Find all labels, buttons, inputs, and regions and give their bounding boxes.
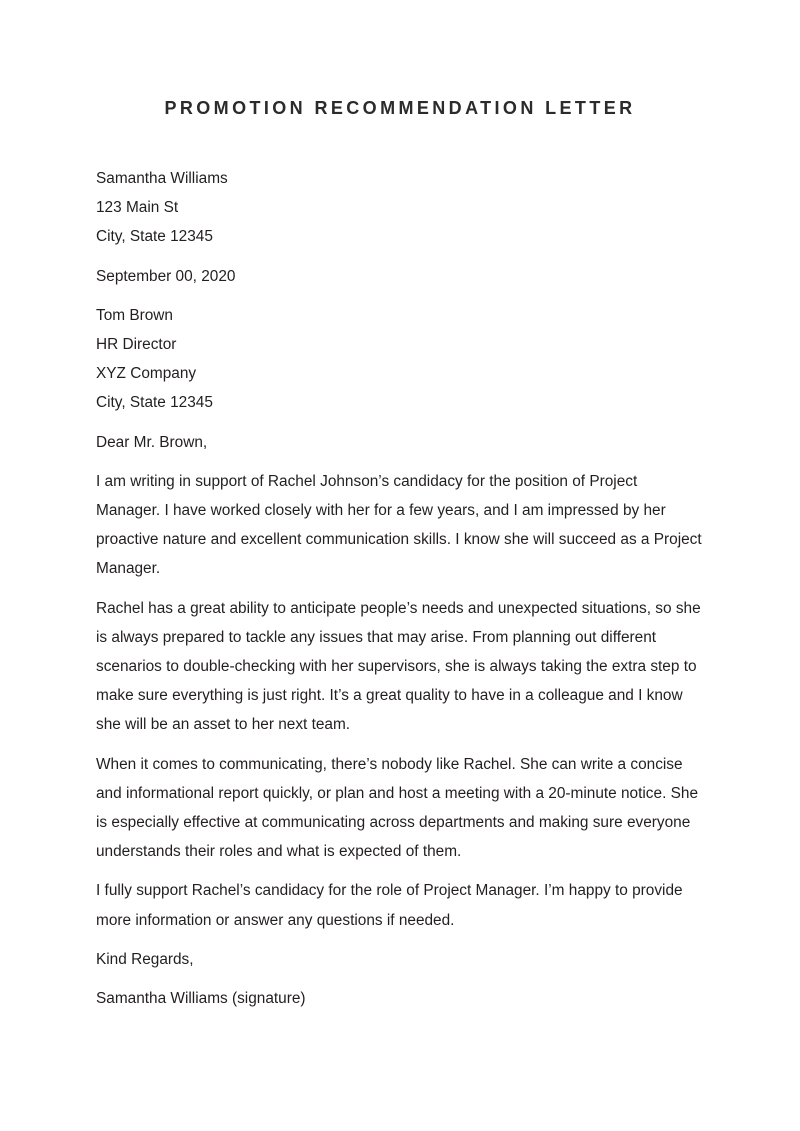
signature-line: Samantha Williams (signature) <box>96 990 306 1008</box>
sender-street: 123 Main St <box>96 199 179 217</box>
recipient-job-title: HR Director <box>96 336 177 354</box>
body-paragraph-3: When it comes to communicating, there’s nobody like Rachel. She can write a concise and informational report quickly, or plan and host a meeting with a 20-minute notice. She is especially effective at communicating across departments and making sure everyone understands their roles and what is expected of them. <box>96 755 699 861</box>
sender-name: Samantha Williams <box>96 170 228 187</box>
body-paragraph-4: I fully support Rachel’s candidacy for the role of Project Manager. I’m happy to provide more information or answer any questions if needed. <box>96 882 683 929</box>
closing-salutation: Kind Regards, <box>96 950 194 968</box>
recipient-name: Tom Brown <box>96 306 173 324</box>
recipient-address-block <box>96 301 704 418</box>
letter-date: September 00, 2020 <box>96 267 236 285</box>
letter-body <box>96 164 704 1013</box>
body-paragraph-1: I am writing in support of Rachel Johnson’s candidacy for the position of Project Manager. I have worked closely with her for a few years, and I am impressed by her proactive nature and excellent communication skills. I know she will succeed as a Project Manager. <box>96 472 702 578</box>
sender-address-block <box>96 164 704 252</box>
body-paragraph-2: Rachel has a great ability to anticipate people’s needs and unexpected situations, so she is always prepared to tackle any issues that may arise. From planning out different scenarios to double-checking with her supervisors, she is always taking the extra step to make sure everything is just right. It’s a great quality to have in a colleague and I know she will be an asset to her next team. <box>96 599 701 734</box>
page-title: PROMOTION RECOMMENDATION LETTER <box>164 98 636 118</box>
recipient-city-state-zip: City, State 12345 <box>96 394 213 412</box>
recipient-company: XYZ Company <box>96 365 197 383</box>
sender-city-state-zip: City, State 12345 <box>96 228 213 246</box>
salutation: Dear Mr. Brown, <box>96 433 208 451</box>
